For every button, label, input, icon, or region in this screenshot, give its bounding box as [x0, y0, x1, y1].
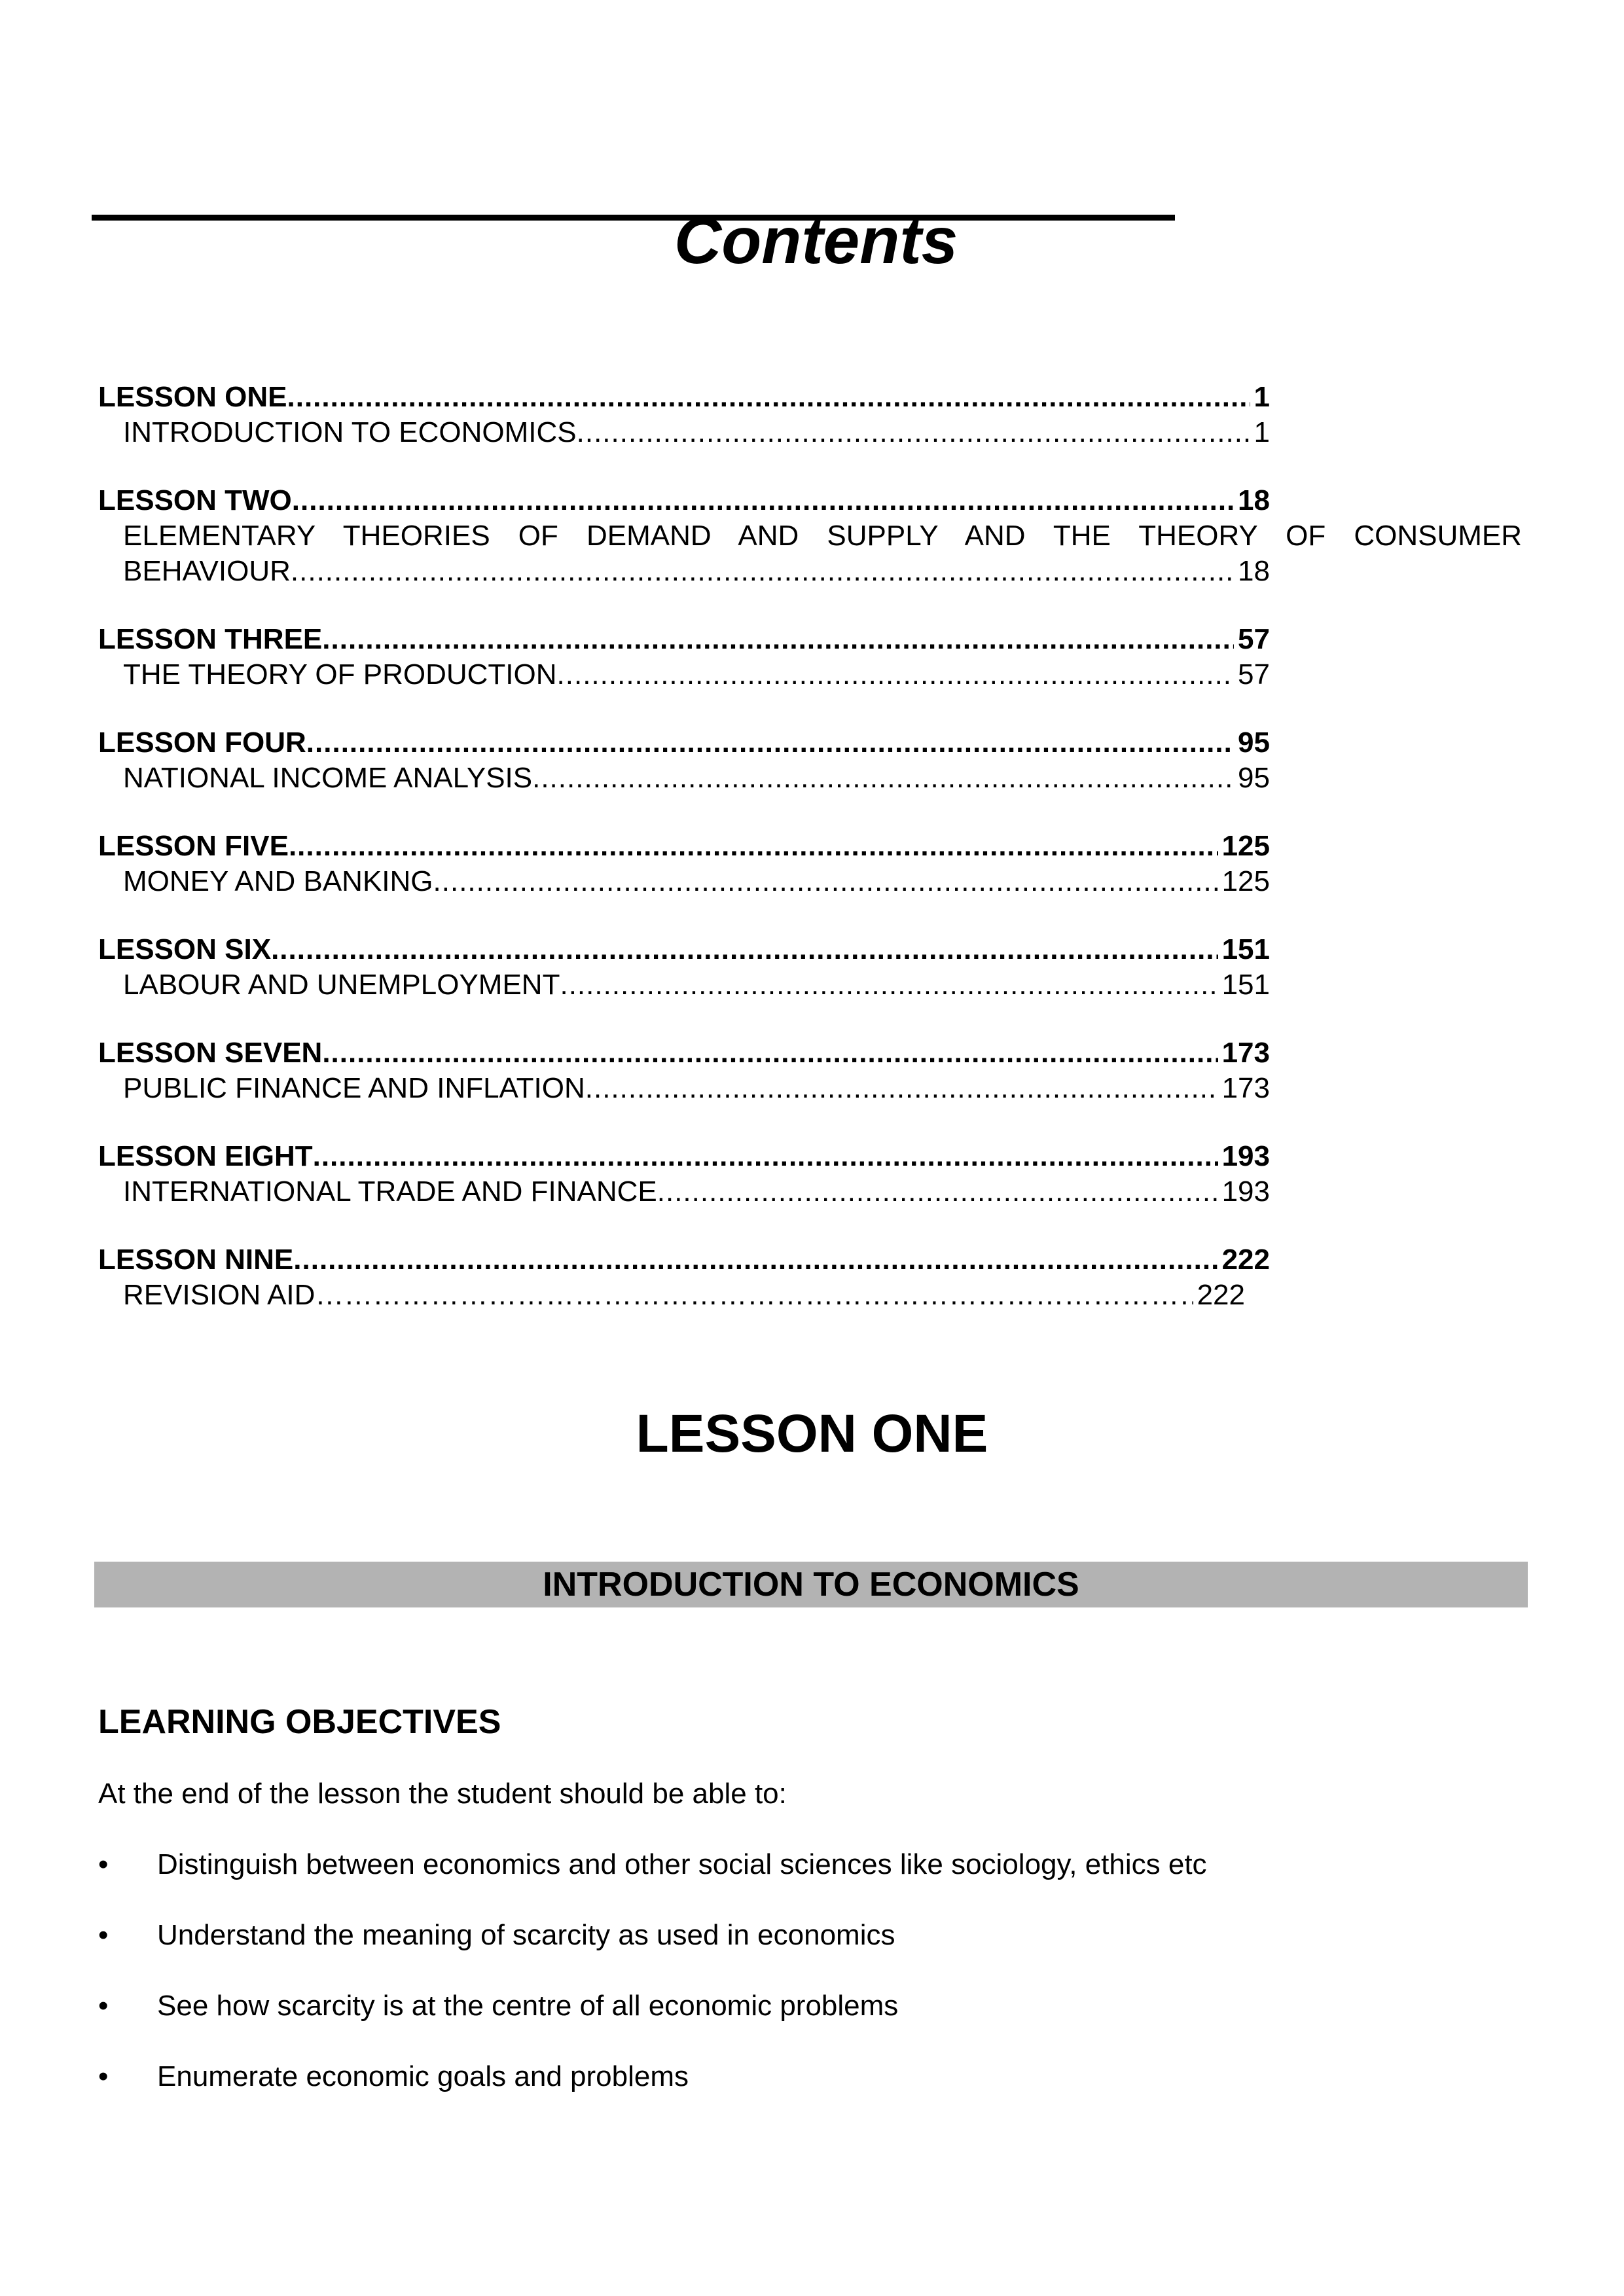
- learning-objectives-heading: LEARNING OBJECTIVES: [98, 1703, 501, 1741]
- list-item-text: Enumerate economic goals and problems: [157, 2060, 689, 2092]
- toc-topic-page: 57: [1238, 658, 1270, 691]
- toc-topic-page: 151: [1221, 969, 1270, 1001]
- toc-leader-dots: [291, 554, 1234, 589]
- toc-lesson-label: LESSON ONE: [98, 381, 287, 413]
- toc-topic-page: 173: [1221, 1072, 1270, 1104]
- toc-lesson-page: 222: [1221, 1244, 1270, 1276]
- toc-leader-dots: [657, 1174, 1218, 1210]
- toc-leader-dots: [532, 761, 1234, 796]
- toc-lesson-link[interactable]: [98, 1242, 1270, 1278]
- toc-lesson-page: 18: [1238, 484, 1270, 516]
- toc-lesson-page: 173: [1221, 1037, 1270, 1069]
- toc-entry-lesson-four: [98, 725, 1522, 796]
- toc-lesson-label: LESSON NINE: [98, 1244, 294, 1276]
- toc-lesson-link[interactable]: [98, 380, 1270, 415]
- toc-topic-link[interactable]: [123, 1278, 1245, 1313]
- toc-topic-page: 18: [1238, 555, 1270, 587]
- toc-leader-dots: [293, 1242, 1218, 1278]
- toc-lesson-page: 193: [1221, 1140, 1270, 1172]
- toc-leader-dots: [322, 1035, 1218, 1071]
- toc-topic-link[interactable]: [123, 1071, 1270, 1106]
- toc-entry-lesson-seven: [98, 1035, 1522, 1106]
- toc-entry-lesson-two: [98, 483, 1522, 589]
- toc-topic-page: 95: [1238, 762, 1270, 794]
- bullet-icon: •: [98, 1990, 109, 2022]
- toc-topic-link[interactable]: [123, 657, 1270, 692]
- toc-lesson-page: 151: [1221, 933, 1270, 965]
- toc-topic-page: 222: [1197, 1279, 1245, 1311]
- contents-title: Contents: [674, 204, 958, 278]
- list-item-text: Understand the meaning of scarcity as used in economics: [157, 1919, 895, 1951]
- toc-leader-dots: [289, 829, 1218, 864]
- bullet-icon: •: [98, 1848, 109, 1880]
- toc-topic-label: BEHAVIOUR: [123, 555, 291, 587]
- toc-topic-page: 125: [1221, 865, 1270, 897]
- list-item-text: See how scarcity is at the centre of all economic problems: [157, 1990, 899, 2022]
- toc-leader-dots: [322, 622, 1234, 657]
- toc-leader-dots: [433, 864, 1218, 899]
- toc-lesson-page: 125: [1221, 830, 1270, 862]
- toc-topic-line-wrapped[interactable]: ELEMENTARY THEORIES OF DEMAND AND SUPPLY AND THE THEORY OF CONSUMER: [123, 520, 1522, 552]
- toc-topic-label: PUBLIC FINANCE AND INFLATION: [123, 1072, 585, 1104]
- toc-leader-dots: [306, 725, 1234, 761]
- toc-lesson-link[interactable]: [98, 1139, 1270, 1174]
- toc-topic-page: 193: [1221, 1175, 1270, 1208]
- toc-topic-label: INTERNATIONAL TRADE AND FINANCE: [123, 1175, 657, 1208]
- learning-objectives-intro: At the end of the lesson the student should be able to:: [98, 1778, 787, 1810]
- toc-topic-label: THE THEORY OF PRODUCTION: [123, 658, 557, 691]
- toc-leader-dots: [292, 483, 1234, 518]
- toc-lesson-page: 95: [1238, 726, 1270, 759]
- toc-entry-lesson-three: [98, 622, 1522, 692]
- toc-lesson-link[interactable]: [98, 725, 1270, 761]
- toc-lesson-link[interactable]: [98, 1035, 1270, 1071]
- toc-lesson-link[interactable]: [98, 622, 1270, 657]
- section-title-banner: INTRODUCTION TO ECONOMICS: [94, 1562, 1528, 1607]
- toc-lesson-label: LESSON FOUR: [98, 726, 306, 759]
- toc-topic-label: REVISION AID: [123, 1279, 316, 1311]
- toc-leader-dots: [577, 415, 1250, 450]
- toc-leader-dots: [313, 1139, 1218, 1174]
- toc-topic-label: MONEY AND BANKING: [123, 865, 433, 897]
- toc-leader-dots: [271, 932, 1218, 967]
- toc-topic-label: LABOUR AND UNEMPLOYMENT: [123, 969, 560, 1001]
- toc-leader-dots: [585, 1071, 1218, 1106]
- toc-lesson-page: 1: [1254, 381, 1270, 413]
- toc-topic-link[interactable]: [123, 554, 1270, 589]
- toc-topic-link[interactable]: [123, 1174, 1270, 1210]
- toc-lesson-label: LESSON THREE: [98, 623, 323, 655]
- toc-leader-dots: [560, 967, 1218, 1003]
- toc-lesson-label: LESSON TWO: [98, 484, 292, 516]
- toc-entry-lesson-nine: [98, 1242, 1522, 1313]
- list-item-text: Distinguish between economics and other social sciences like sociology, ethics etc: [157, 1848, 1207, 1880]
- bullet-icon: •: [98, 1919, 109, 1951]
- toc-topic-label: INTRODUCTION TO ECONOMICS: [123, 416, 577, 448]
- toc-topic-link[interactable]: [123, 864, 1270, 899]
- lesson-heading: LESSON ONE: [636, 1404, 988, 1463]
- toc-topic-page: 1: [1254, 416, 1270, 448]
- toc-topic-link[interactable]: [123, 967, 1270, 1003]
- bullet-icon: •: [98, 2060, 109, 2092]
- toc-lesson-label: LESSON SEVEN: [98, 1037, 323, 1069]
- toc-entry-lesson-eight: [98, 1139, 1522, 1210]
- toc-lesson-label: LESSON FIVE: [98, 830, 289, 862]
- toc-lesson-link[interactable]: [98, 932, 1270, 967]
- toc-lesson-link[interactable]: [98, 829, 1270, 864]
- toc-topic-label: NATIONAL INCOME ANALYSIS: [123, 762, 533, 794]
- toc-leader-dots: [287, 380, 1250, 415]
- contents-top-rule: [92, 215, 1175, 221]
- toc-lesson-label: LESSON EIGHT: [98, 1140, 313, 1172]
- toc-topic-link[interactable]: [123, 761, 1270, 796]
- toc-entry-lesson-six: [98, 932, 1522, 1003]
- toc-entry-lesson-five: [98, 829, 1522, 899]
- toc-leader-dots: [315, 1278, 1193, 1313]
- toc-lesson-label: LESSON SIX: [98, 933, 272, 965]
- toc-lesson-page: 57: [1238, 623, 1270, 655]
- toc-lesson-link[interactable]: [98, 483, 1270, 518]
- toc-topic-link[interactable]: [123, 415, 1270, 450]
- toc-entry-lesson-one: [98, 380, 1522, 450]
- toc-leader-dots: [557, 657, 1235, 692]
- table-of-contents: [98, 380, 1522, 1346]
